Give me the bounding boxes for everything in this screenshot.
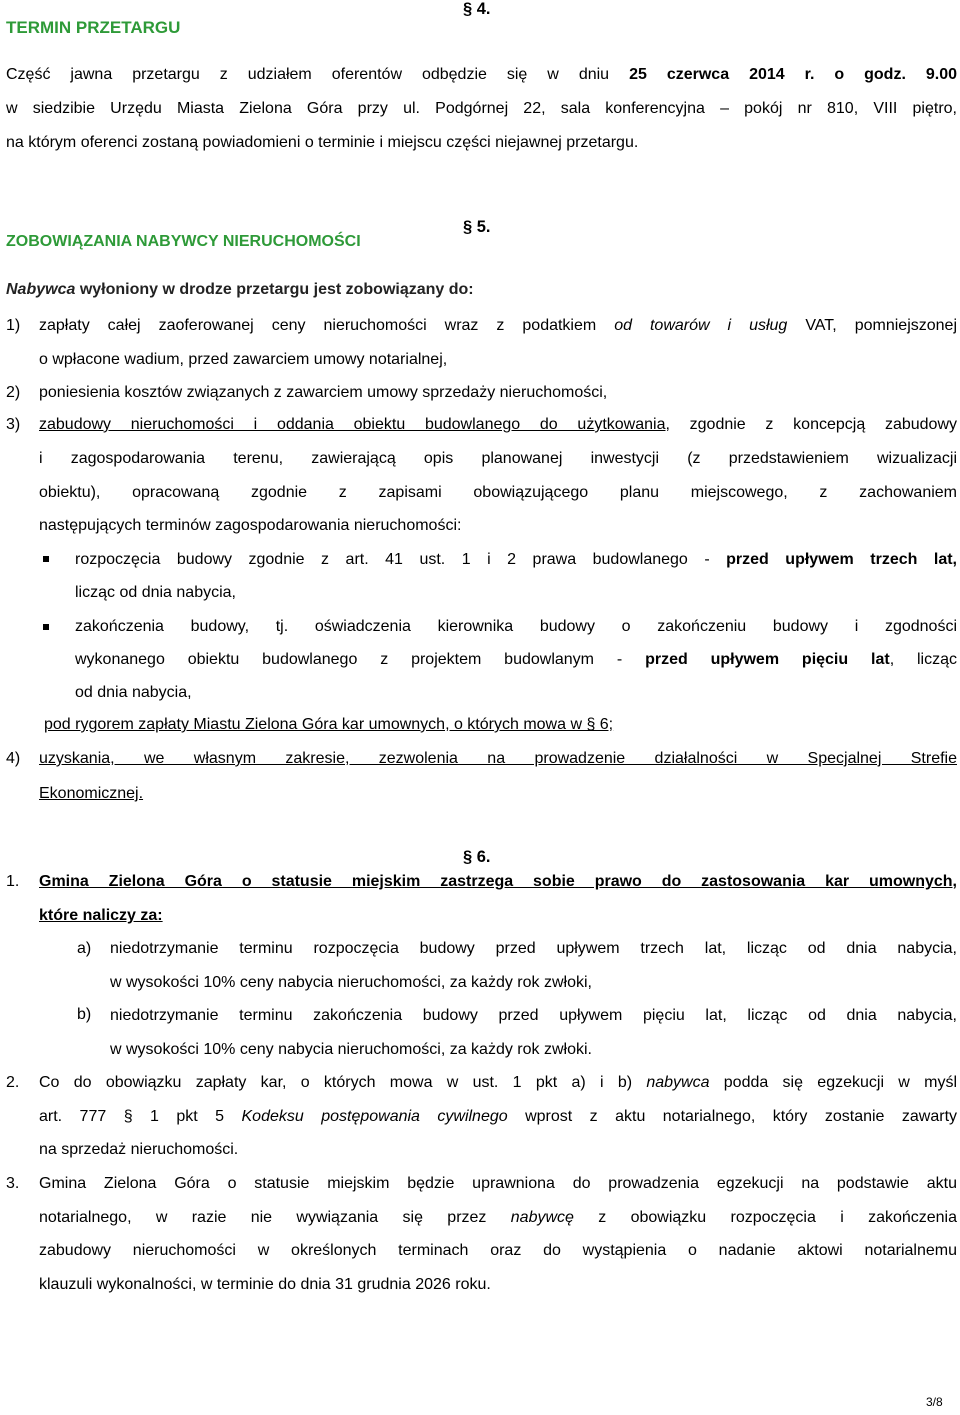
para-2-line-3: na sprzedaż nieruchomości. xyxy=(39,1141,239,1158)
item-4-number: 4) xyxy=(6,750,21,767)
section-5-heading: ZOBOWIĄZANIA NABYWCY NIERUCHOMOŚCI xyxy=(6,233,361,250)
sub-b-label: b) xyxy=(77,1006,92,1023)
item-3-line-1: zabudowy nieruchomości i oddania obiektu budowlanego do użytkowania, zgodnie z koncepcją zabudowy xyxy=(39,416,957,433)
sub-a-line-1: niedotrzymanie terminu rozpoczęcia budowy przed upływem trzech lat, licząc od dnia nabycia, xyxy=(110,940,957,957)
section-4-number: § 4. xyxy=(463,0,491,18)
para-2-line-2: art. 777 § 1 pkt 5 Kodeksu postępowania cywilnego wprost z aktu notarialnego, który zostanie zawarty xyxy=(39,1108,958,1125)
para-3-number: 3. xyxy=(6,1175,20,1192)
section-5-number: § 5. xyxy=(463,218,491,236)
section-4-line-1: Część jawna przetargu z udziałem oferentów odbędzie się w dniu 25 czerwca 2014 r. o godz. 9.00 xyxy=(6,66,958,83)
para-2-number: 2. xyxy=(6,1074,20,1091)
bullet-1-line-2: licząc od dnia nabycia, xyxy=(75,584,236,601)
bullet-2-line-1: zakończenia budowy, tj. oświadczenia kierownika budowy o zakończeniu budowy i zgodności xyxy=(75,618,957,635)
section-6-number: § 6. xyxy=(463,848,491,866)
para-1-line-2: które naliczy za: xyxy=(39,907,163,924)
item-1-line-1: zapłaty całej zaoferowanej ceny nieruchomości wraz z podatkiem od towarów i usług VAT, pomniejszonej xyxy=(39,317,958,334)
sub-b-line-1: niedotrzymanie terminu zakończenia budowy przed upływem pięciu lat, licząc od dnia nabycia, xyxy=(110,1007,957,1024)
bullet-2-line-2: wykonanego obiektu budowlanego z projektem budowlanym - przed upływem pięciu lat, licząc xyxy=(75,651,958,668)
para-1-line-1: Gmina Zielona Góra o statusie miejskim zastrzega sobie prawo do zastosowania kar umownych, xyxy=(39,873,957,890)
item-4-line-1: uzyskania, we własnym zakresie, zezwolenia na prowadzenie działalności w Specjalnej Strefie xyxy=(39,750,957,767)
para-2-line-1: Co do obowiązku zapłaty kar, o których mowa w ust. 1 pkt a) i b) nabywca podda się egzekucji w myśl xyxy=(39,1074,958,1091)
item-2-number: 2) xyxy=(6,384,21,401)
bullet-2-line-3: od dnia nabycia, xyxy=(75,684,192,701)
section-4-line-3: na którym oferenci zostaną powiadomieni o terminie i miejscu części niejawnej przetargu. xyxy=(6,134,639,151)
page-number: 3/8 xyxy=(926,1395,943,1409)
para-3-line-2: notarialnego, w razie nie wywiązania się przez nabywcę z obowiązku rozpoczęcia i zakończenia xyxy=(39,1209,958,1226)
item-3-line-4: następujących terminów zagospodarowania nieruchomości: xyxy=(39,517,462,534)
section-4-line-2: w siedzibie Urzędu Miasta Zielona Góra przy ul. Podgórnej 22, sala konferencyjna – pokój nr 810, VIII piętro, xyxy=(6,100,957,117)
penalty-clause: pod rygorem zapłaty Miastu Zielona Góra kar umownych, o których mowa w § 6; xyxy=(44,716,614,733)
para-3-line-1: Gmina Zielona Góra o statusie miejskim będzie uprawniona do prowadzenia egzekucji na podstawie aktu xyxy=(39,1175,957,1192)
sub-a-line-2: w wysokości 10% ceny nabycia nieruchomości, za każdy rok zwłoki, xyxy=(110,974,592,991)
item-3-line-2: i zagospodarowania terenu, zawierającą opis planowanej inwestycji (z przedstawieniem wizualizacji xyxy=(39,450,957,467)
para-3-line-4: klauzuli wykonalności, w terminie do dnia 31 grudnia 2026 roku. xyxy=(39,1276,491,1293)
para-1-number: 1. xyxy=(6,873,20,890)
bullet-2-marker xyxy=(43,624,49,630)
item-4-line-2: Ekonomicznej. xyxy=(39,785,144,802)
bullet-1-marker xyxy=(43,556,49,562)
section-5-intro: Nabywca wyłoniony w drodze przetargu jest zobowiązany do: xyxy=(6,281,474,298)
item-3-number: 3) xyxy=(6,416,21,433)
item-1-line-2: o wpłacone wadium, przed zawarciem umowy notarialnej, xyxy=(39,351,448,368)
sub-b-line-2: w wysokości 10% ceny nabycia nieruchomości, za każdy rok zwłoki. xyxy=(110,1041,592,1058)
item-3-line-3: obiektu), opracowaną zgodnie z zapisami obowiązującego planu miejscowego, z zachowaniem xyxy=(39,484,957,501)
sub-a-label: a) xyxy=(77,940,92,957)
para-3-line-3: zabudowy nieruchomości w określonych terminach oraz do wystąpienia o nadanie aktowi notarialnemu xyxy=(39,1242,957,1259)
item-2-text: poniesienia kosztów związanych z zawarciem umowy sprzedaży nieruchomości, xyxy=(39,384,608,401)
section-4-heading: TERMIN PRZETARGU xyxy=(6,18,181,37)
item-1-number: 1) xyxy=(6,317,21,334)
bullet-1-line-1: rozpoczęcia budowy zgodnie z art. 41 ust. 1 i 2 prawa budowlanego - przed upływem trzech lat, xyxy=(75,551,957,568)
